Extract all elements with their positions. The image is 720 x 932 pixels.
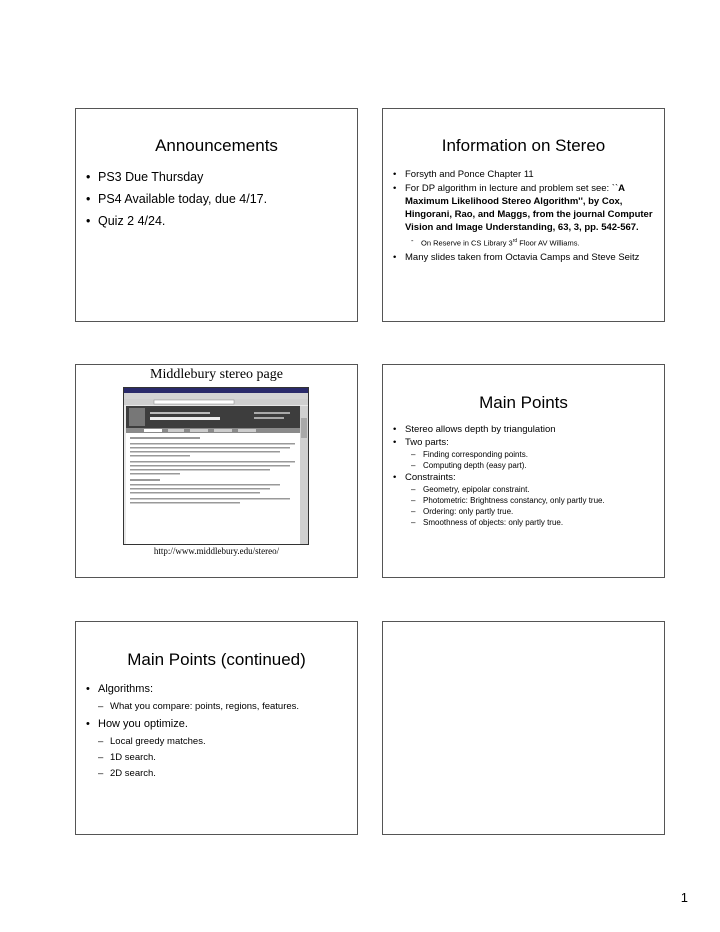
list-item-sub: – Photometric: Brightness constancy, only partly true. [411, 496, 605, 505]
slide-empty [382, 621, 665, 835]
reference-intro: For DP algorithm in lecture and problem set see: `` [405, 183, 619, 194]
slide-announcements [75, 108, 358, 322]
list-item-sub: – 1D search. [98, 752, 156, 763]
bullet-list [393, 168, 655, 264]
list-item: • Stereo allows depth by triangulation [393, 423, 655, 436]
list-item-sub: – Local greedy matches. [98, 736, 206, 747]
screenshot-caption-url: http://www.middlebury.edu/stereo/ [153, 546, 280, 556]
reference-citation: A Maximum Likelihood Stereo Algorithm'', by Cox, Hingorani, Rao, and Maggs, from the journal Computer Vision and Image Understanding, 63, 3, pp. 542-567. [405, 183, 653, 233]
slide-title: Announcements [155, 136, 278, 155]
list-item-sub: – What you compare: points, regions, features. [98, 701, 300, 712]
reserve-note-sup: rd [512, 238, 518, 244]
reserve-note: On Reserve in CS Library 3 [421, 238, 513, 248]
slide-title: Information on Stereo [441, 136, 606, 155]
list-item-sub: - On Reserve in CS Library 3rd Floor AV Williams. [411, 236, 580, 248]
list-item-sub: – 2D search. [98, 768, 156, 779]
list-item-sub: – Geometry, epipolar constraint. [411, 485, 530, 494]
screenshot-caption-title: Middlebury stereo page [150, 367, 283, 382]
list-item-sub: – Finding corresponding points. [411, 450, 528, 459]
slide-title: Main Points (continued) [127, 650, 306, 669]
list-item: • Constraints: [393, 471, 655, 484]
list-item: • Many slides taken from Octavia Camps and Steve Seitz [393, 251, 655, 264]
reserve-note-suffix: Floor AV Williams. [517, 238, 580, 248]
list-item: • PS3 Due Thursday [86, 167, 351, 187]
list-item [393, 182, 655, 234]
list-item: • Quiz 2 4/24. [86, 211, 351, 231]
list-item: • PS4 Available today, due 4/17. [86, 189, 351, 209]
slide-main-points [382, 364, 665, 578]
slide-main-points-continued [75, 621, 358, 835]
list-item: • Forsyth and Ponce Chapter 11 [393, 168, 655, 181]
bullet-list [86, 682, 346, 781]
list-item-sub: – Ordering: only partly true. [411, 507, 514, 516]
list-item: • How you optimize. [86, 717, 346, 732]
list-item: • Algorithms: [86, 682, 346, 697]
slide-title: Main Points [479, 393, 568, 412]
page-number: 1 [680, 890, 688, 905]
slide-information-on-stereo [382, 108, 665, 322]
browser-screenshot-image [123, 387, 309, 545]
bullet-list [86, 167, 351, 231]
list-item-sub: – Smoothness of objects: only partly true. [411, 518, 564, 527]
list-item-sub: – Computing depth (easy part). [411, 461, 527, 470]
list-item: • Two parts: [393, 436, 655, 449]
slide-middlebury-screenshot [75, 364, 358, 578]
bullet-list [393, 423, 655, 528]
